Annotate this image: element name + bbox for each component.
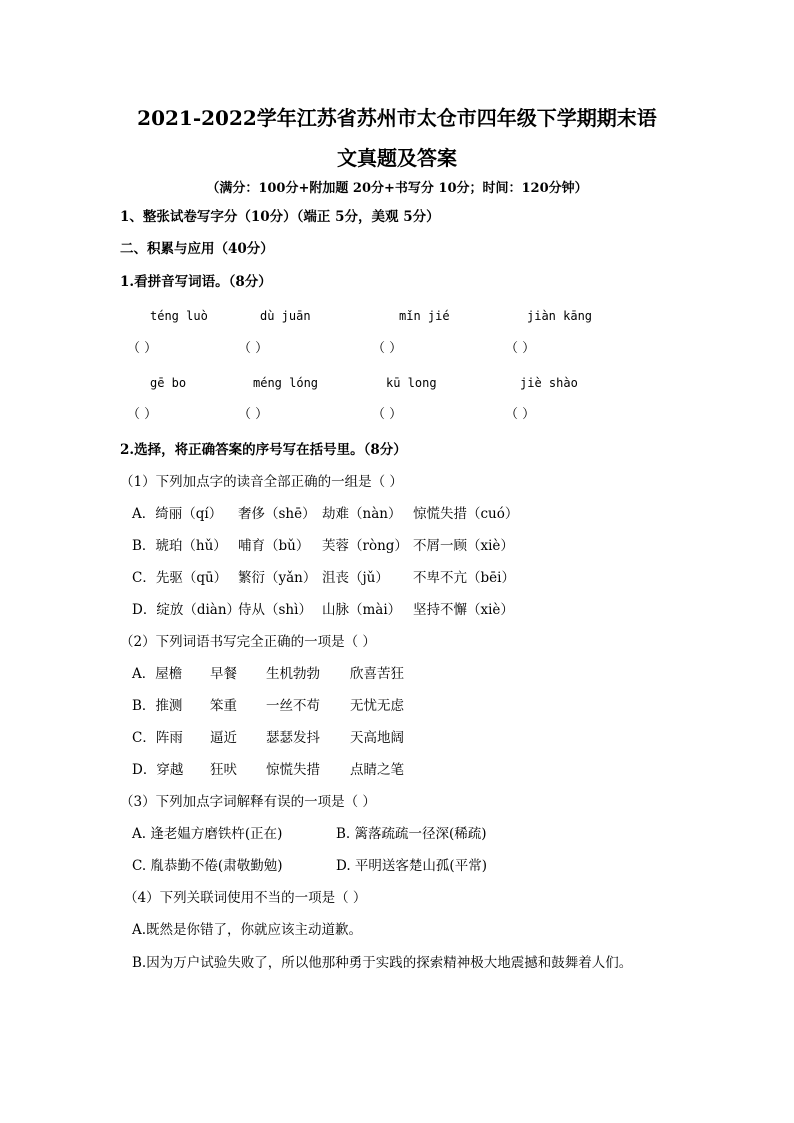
answer-bracket[interactable]: （ ）	[238, 407, 269, 422]
document-title-line1: 2021-2022学年江苏省苏州市太仓市四年级下学期期末语	[137, 106, 657, 130]
q2-3-stem: （3）下列加点字词解释有误的一项是（ ）	[120, 794, 376, 810]
option-word: 天高地阔	[350, 730, 404, 746]
answer-bracket[interactable]: （ ）	[505, 407, 536, 422]
option-word: 劫难（nàn）	[322, 506, 402, 522]
pinyin-item: téng luò	[150, 309, 208, 323]
option-d: D．绽放（diàn）	[132, 602, 241, 618]
option-word: 侍从（shì）	[238, 602, 312, 618]
pinyin-item: mǐn jié	[399, 309, 450, 323]
q2-heading: 2.选择，将正确答案的序号写在括号里。（8分）	[120, 442, 407, 458]
answer-bracket[interactable]: （ ）	[372, 341, 403, 356]
option-word: 奢侈（shē）	[238, 506, 316, 522]
document-title-line2: 文真题及答案	[337, 146, 457, 170]
option-word: 坚持不懈（xiè）	[413, 602, 514, 618]
q1-heading: 1.看拼音写词语。（8分）	[120, 274, 272, 290]
option-word: 生机勃勃	[266, 666, 320, 682]
option-word: 惊慌失措（cuó）	[413, 506, 519, 522]
option-word: 无忧无虑	[350, 698, 404, 714]
option-b: B.因为万户试验失败了，所以他那种勇于实践的探索精神极大地震撼和鼓舞着人们。	[132, 955, 633, 971]
option-word: 惊慌失措	[266, 762, 320, 778]
option-word: 狂吠	[210, 762, 237, 778]
option-word: 点睛之笔	[350, 762, 404, 778]
option-word: 瑟瑟发抖	[266, 730, 320, 746]
exam-info: （满分：100分+附加题 20分+书写分 10分；时间：120分钟）	[206, 181, 588, 196]
option-a: A．屋檐	[132, 666, 183, 682]
option-word: 芙蓉（ròng）	[322, 538, 408, 554]
answer-bracket[interactable]: （ ）	[505, 341, 536, 356]
answer-bracket[interactable]: （ ）	[127, 341, 158, 356]
option-word: 不屑一顾（xiè）	[413, 538, 514, 554]
pinyin-item: méng lóng	[253, 376, 319, 390]
option-word: 山脉（mài）	[322, 602, 402, 618]
option-c: C．阵雨	[132, 730, 183, 746]
option-b: B．推测	[132, 698, 183, 714]
option-b: B．琥珀（hǔ）	[132, 538, 227, 554]
pinyin-item: jiàn kāng	[527, 309, 593, 323]
q2-2-stem: （2）下列词语书写完全正确的一项是（ ）	[120, 634, 376, 650]
option-word: 沮丧（jǔ）	[322, 570, 389, 586]
option-c: C．先驱（qū）	[132, 570, 228, 586]
option-word: 逼近	[210, 730, 237, 746]
pinyin-item: jiè shào	[520, 376, 578, 390]
option-word: 笨重	[210, 698, 237, 714]
option-c: C. 胤恭勤不倦(肃敬勤勉)	[132, 858, 283, 874]
option-word: 早餐	[210, 666, 237, 682]
option-d: D．穿越	[132, 762, 184, 778]
option-word: 欣喜苦狂	[350, 666, 404, 682]
option-d: D. 平明送客楚山孤(平常)	[336, 858, 487, 874]
section-writing-score: 1、整张试卷写字分（10分）（端正 5分，美观 5分）	[120, 209, 440, 225]
answer-bracket[interactable]: （ ）	[127, 407, 158, 422]
option-word: 繁衍（yǎn）	[238, 570, 317, 586]
pinyin-item: kū long	[386, 376, 437, 390]
option-word: 哺育（bǔ）	[238, 538, 310, 554]
answer-bracket[interactable]: （ ）	[372, 407, 403, 422]
section-accumulation: 二、积累与应用（40分）	[120, 241, 274, 257]
option-word: 一丝不苟	[266, 698, 320, 714]
q2-4-stem: （4）下列关联词使用不当的一项是（ ）	[124, 890, 367, 906]
pinyin-item: gē bo	[150, 376, 187, 390]
option-a: A.既然是你错了，你就应该主动道歉。	[132, 922, 363, 938]
pinyin-item: dù juān	[260, 309, 311, 323]
option-a: A．绮丽（qí）	[132, 506, 223, 522]
option-word: 不卑不亢（bēi）	[413, 570, 515, 586]
option-b: B. 篱落疏疏一径深(稀疏)	[336, 826, 487, 842]
answer-bracket[interactable]: （ ）	[238, 341, 269, 356]
q2-1-stem: （1）下列加点字的读音全部正确的一组是（ ）	[120, 474, 403, 490]
option-a: A. 逢老媪方磨铁杵(正在)	[132, 826, 283, 842]
